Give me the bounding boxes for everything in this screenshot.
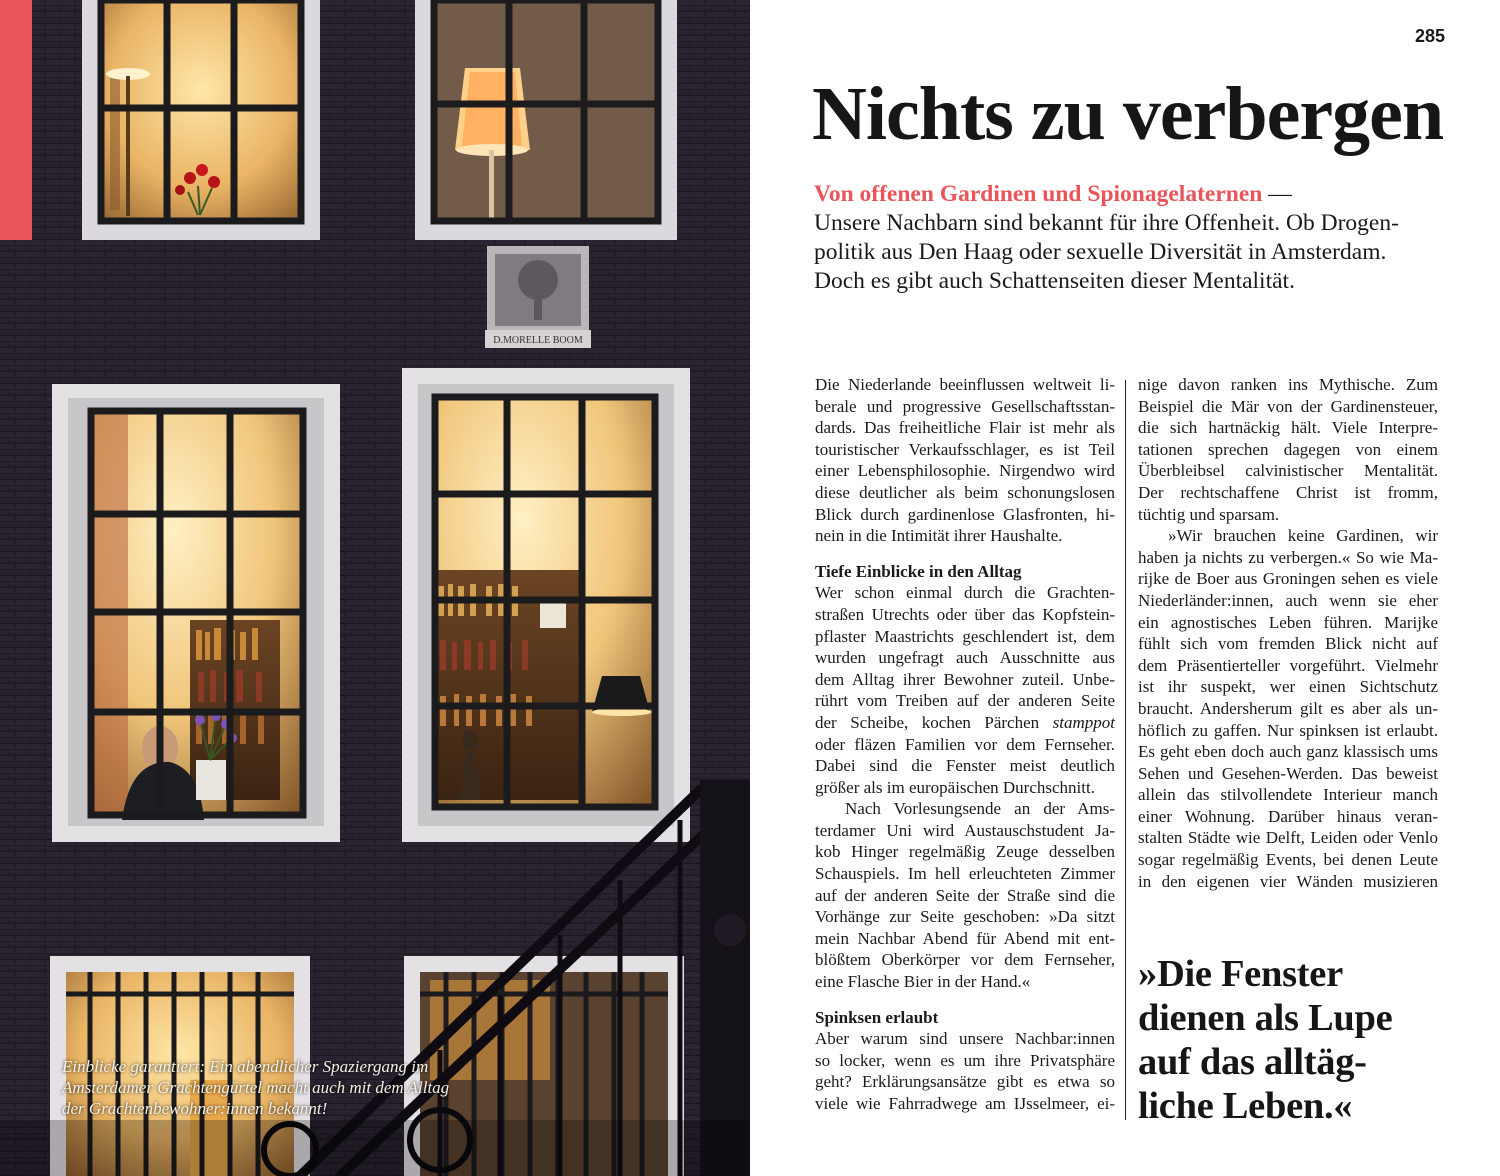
body-line: so locker, wenn es um ihre Privatsphäre [815, 1050, 1115, 1070]
body-line: Sehen und Gesehen-Werden. Das beweist [1138, 763, 1438, 783]
body-line: blößtem Oberkörper vor dem Fernseher, [815, 950, 1115, 970]
body-line: pflaster Maastrichts geschlendert ist, dem [815, 626, 1115, 646]
body-line: einer Lebensphilosophie. Nirgendwo wird [815, 461, 1115, 481]
body-line: dem Alltag ihrer Bewohner zuteil. Unbe- [815, 669, 1115, 689]
body-line: kob Hinger regelmäßig Zeuge desselben [815, 842, 1115, 862]
body-line: Nach Vorlesungsende an der Ams- [845, 799, 1115, 819]
article-intro [814, 180, 1454, 296]
body-line: Dabei sind die Fenster meist deutlich [815, 756, 1115, 776]
body-line: rijke de Boer aus Groningen sehen es viele [1138, 569, 1438, 589]
body-line: geht? Erklärungsansätze gibt es etwa so [815, 1072, 1115, 1092]
body-line: nein in die Intimität ihrer Haushalte. [815, 526, 1063, 546]
body-line: höflich zu gaffen. Nur spinksen ist erlaubt. [1138, 720, 1438, 740]
body-line: berale und progressive Gesellschaftsstan- [815, 396, 1115, 416]
body-line: ist ihr suspekt, wer einen Sichtschutz [1138, 677, 1438, 697]
intro-line: Unsere Nachbarn sind bekannt für ihre Offenheit. Ob Drogen- [814, 210, 1399, 236]
pull-quote-line: »Die Fenster [1138, 953, 1343, 995]
article-headline: Nichts zu verbergen [812, 72, 1444, 156]
intro-dash: — [1262, 181, 1292, 207]
body-line: Überbleibsel calvinistischer Mentalität. [1138, 461, 1438, 481]
body-line: Aber warum sind unsere Nachbar:innen [815, 1029, 1115, 1049]
body-line: haben ja nichts zu verbergen.« So wie Ma- [1138, 547, 1438, 567]
section-color-tab [0, 0, 32, 240]
body-line [815, 712, 1115, 734]
body-line: Vorhänge zur Seite geschoben: »Da sitzt [815, 907, 1115, 927]
body-line: braucht. Andersherum gilt es aber als un- [1138, 698, 1438, 718]
body-line: rührt vom Treiben auf der anderen Seite [815, 691, 1115, 711]
body-line: Wer schon einmal durch die Grachten- [815, 583, 1115, 603]
emphasis-stamppot: stamppot [1052, 712, 1115, 732]
body-line: größer als im europäischen Durchschnitt. [815, 777, 1095, 797]
subheading-spinksen: Spinksen erlaubt [815, 1007, 939, 1027]
pull-quote-line: liche Leben.« [1138, 1085, 1353, 1127]
body-line: eine Flasche Bier in der Hand.« [815, 972, 1031, 992]
body-line: fühlt sich vom fremden Blick nicht auf [1138, 634, 1438, 654]
pull-quote-line: auf das alltäg- [1138, 1041, 1367, 1083]
body-line: ein agnostisches Leben führen. Marijke [1138, 612, 1438, 632]
body-line: allein das stilvollendete Interieur manch [1138, 785, 1438, 805]
body-line: diese deutlicher als beim schonungslosen [815, 482, 1115, 502]
body-line: Blick durch gardinenlose Glasfronten, hi- [815, 504, 1115, 524]
photo-caption [62, 1056, 532, 1119]
body-line: dards. Das freiheitliche Flair ist mehr als [815, 418, 1115, 438]
body-line: stalten Städte wie Delft, Leiden oder Venlo [1138, 828, 1438, 848]
body-line: nige davon ranken ins Mythische. Zum [1138, 375, 1438, 394]
caption-line: Amsterdamer Grachtengürtel macht auch mit dem Alltag [62, 1078, 450, 1097]
intro-line: politik aus Den Haag oder sexuelle Diversität in Amsterdam. [814, 239, 1387, 265]
body-line: Niederländer:innen, auch wenn sie eher [1138, 590, 1438, 610]
body-line: in den eigenen vier Wänden musizieren [1138, 871, 1438, 891]
body-line: viele wie Fahrradwege am IJsselmeer, ei- [815, 1094, 1115, 1113]
subheading-einblicke: Tiefe Einblicke in den Alltag [815, 561, 1022, 581]
body-line: Die Niederlande beeinflussen weltweit li- [815, 375, 1115, 394]
body-line: dem Präsentierteller vorgeführt. Vielmehr [1138, 655, 1438, 675]
gable-sign-text: D.MORELLE BOOM [493, 335, 583, 346]
pull-quote [1138, 952, 1458, 1128]
caption-line: Einblicke garantiert: Ein abendlicher Spaziergang im [62, 1057, 429, 1076]
body-line: Beispiel die Mär von der Gardinensteuer, [1138, 396, 1438, 416]
body-line: sogar regelmäßig Events, bei denen Leute [1138, 850, 1438, 870]
text-column-right [1138, 374, 1438, 892]
body-line: »Wir brauchen keine Gardinen, wir [1168, 526, 1438, 546]
column-divider [1125, 380, 1126, 1120]
body-line: Es geht eben doch auch ganz klassisch ums [1138, 742, 1438, 762]
body-line: die sich hartnäckig hält. Viele Interpre- [1138, 418, 1438, 438]
body-line: terdamer Uni wird Austauschstudent Ja- [815, 820, 1115, 840]
intro-line: Doch es gibt auch Schattenseiten dieser Mentalität. [814, 268, 1295, 294]
pull-quote-line: dienen als Lupe [1138, 997, 1393, 1039]
body-line: wurden ungefragt auch Ausschnitte aus [815, 648, 1115, 668]
body-text: der Scheibe, kochen Pärchen [815, 712, 1053, 732]
body-line: Der rechtschaffene Christ ist fromm, [1138, 482, 1438, 502]
body-line: tationen sprechen dagegen von einem [1138, 439, 1438, 459]
body-line: einer Wohnung. Darüber hinaus veran- [1138, 806, 1438, 826]
body-line: straßen Utrechts oder über das Kopfstein- [815, 604, 1115, 624]
body-line: mein Nachbar Abend für Abend mit ent- [815, 928, 1115, 948]
body-line: oder fläzen Familien vor dem Fernseher. [815, 734, 1115, 754]
caption-line: der Grachtenbewohner:innen bekannt! [62, 1099, 328, 1118]
intro-lead: Von offenen Gardinen und Spionagelaternen [814, 181, 1263, 207]
body-line: auf der anderen Seite der Straße sind die [815, 885, 1115, 905]
text-column-left [815, 374, 1115, 1115]
body-line: touristischer Verkaufsschlager, es ist Teil [815, 439, 1115, 459]
body-line: Schauspiels. Im hell erleuchteten Zimmer [815, 864, 1115, 884]
body-line: tüchtig und sparsam. [1138, 504, 1280, 524]
page-number: 285 [1414, 26, 1445, 46]
